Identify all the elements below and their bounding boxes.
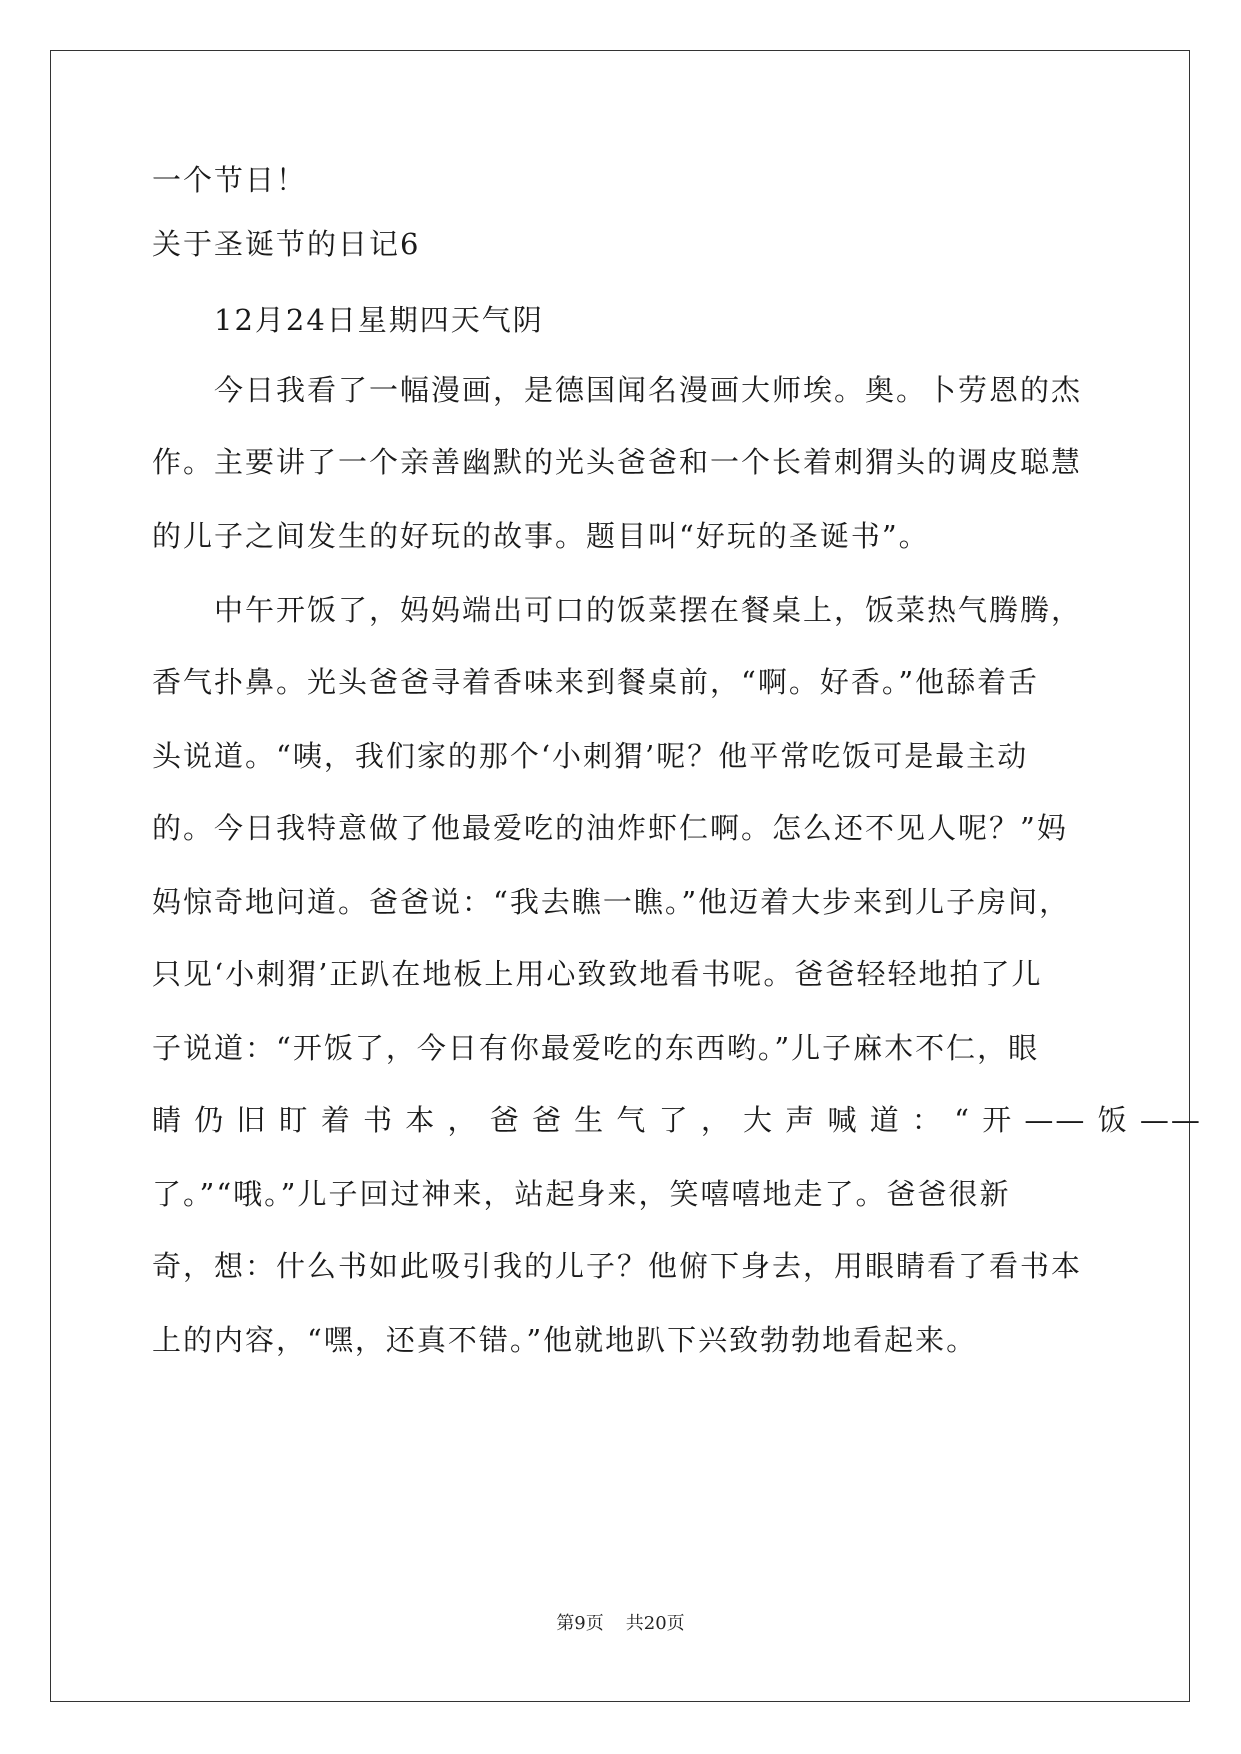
paragraph-line: 子说道：“开饭了，今日有你最爱吃的东西哟。”儿子麻木不仁，眼 — [152, 1031, 1040, 1065]
paragraph-line: 妈惊奇地问道。爸爸说：“我去瞧一瞧。”他迈着大步来到儿子房间， — [152, 885, 1071, 919]
paragraph-line: 头说道。“咦，我们家的那个‘小刺猬’呢？他平常吃饭可是最主动 — [152, 739, 1029, 773]
paragraph-line: 了。”“哦。”儿子回过神来，站起身来，笑嘻嘻地走了。爸爸很新 — [152, 1177, 1011, 1211]
paragraph-line: 作。主要讲了一个亲善幽默的光头爸爸和一个长着刺猬头的调皮聪慧 — [152, 445, 1083, 479]
paragraph-line: 的。今日我特意做了他最爱吃的油炸虾仁啊。怎么还不见人呢？”妈 — [152, 811, 1068, 845]
diary-date-line: 12月24日星期四天气阴 — [214, 303, 544, 337]
section-heading: 关于圣诞节的日记6 — [152, 227, 421, 261]
paragraph-line: 中午开饭了，妈妈端出可口的饭菜摆在餐桌上，饭菜热气腾腾， — [214, 593, 1083, 627]
paragraph-line: 香气扑鼻。光头爸爸寻着香味来到餐桌前，“啊。好香。”他舔着舌 — [152, 665, 1040, 699]
paragraph-line: 奇，想：什么书如此吸引我的儿子？他俯下身去，用眼睛看了看书本 — [152, 1249, 1083, 1283]
text-line-closing: 一个节日！ — [152, 163, 308, 197]
page-footer — [0, 1612, 1241, 1636]
paragraph-line: 的儿子之间发生的好玩的故事。题目叫“好玩的圣诞书”。 — [152, 519, 930, 553]
paragraph-line: 今日我看了一幅漫画，是德国闻名漫画大师埃。奥。卜劳恩的杰 — [214, 373, 1083, 407]
page-total: 共20页 — [625, 1613, 685, 1634]
paragraph-line: 只见‘小刺猬’正趴在地板上用心致致地看书呢。爸爸轻轻地拍了儿 — [152, 957, 1043, 991]
paragraph-line: 睛 仍 旧 盯 着 书 本 ， 爸 爸 生 气 了 ， 大 声 喊 道 ： “ 开 —— 饭 —— — [152, 1103, 1202, 1137]
page-number: 第9页 — [556, 1613, 604, 1634]
page-border — [50, 50, 1190, 1702]
paragraph-line: 上的内容，“嘿，还真不错。”他就地趴下兴致勃勃地看起来。 — [152, 1323, 978, 1357]
